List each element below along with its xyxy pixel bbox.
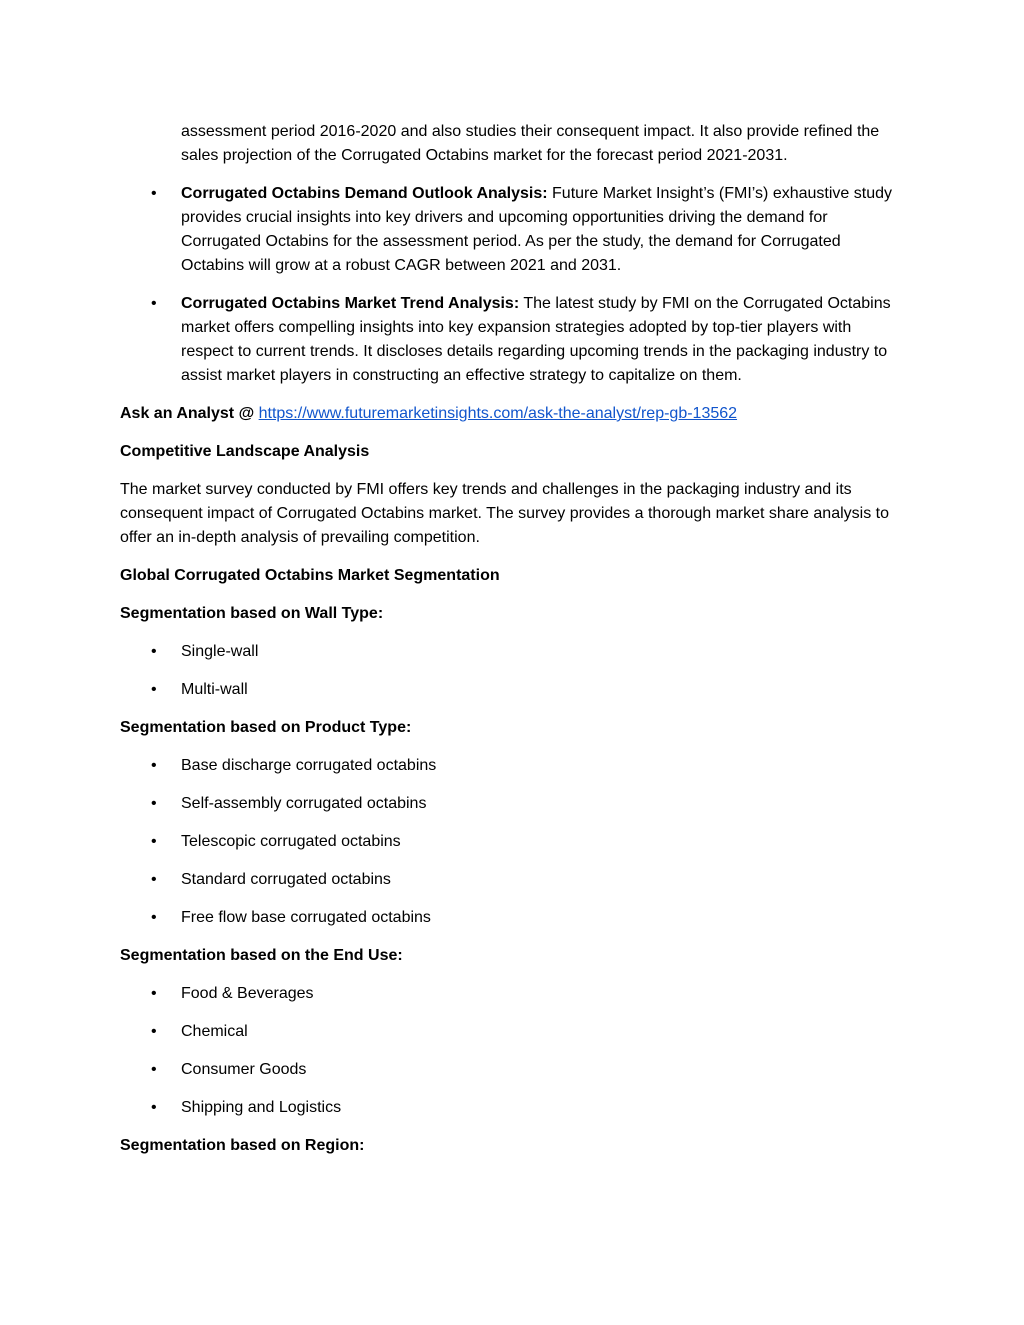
ask-analyst-line	[120, 402, 895, 426]
wall-type-heading: Segmentation based on Wall Type:	[120, 605, 384, 622]
bullet-icon: •	[151, 757, 157, 774]
ask-analyst-link[interactable]: https://www.futuremarketinsights.com/ask-the-analyst/rep-gb-13562	[258, 405, 738, 422]
list-item-text: Self-assembly corrugated octabins	[181, 795, 427, 812]
bullet-icon: •	[151, 1061, 157, 1078]
bullet-icon: •	[151, 185, 157, 202]
bullet-icon: •	[151, 681, 157, 698]
list-item	[120, 754, 895, 778]
bullet-icon: •	[151, 1023, 157, 1040]
bullet-icon: •	[151, 985, 157, 1002]
ask-analyst-label: Ask an Analyst @	[120, 405, 259, 422]
list-item	[120, 792, 895, 816]
competitive-body: The market survey conducted by FMI offers key trends and challenges in the packaging industry and its consequent impact of Corrugated Octabins market. The survey provides a thorough market share analysis to offer an in-depth analysis of prevailing competition.	[120, 481, 889, 546]
list-item	[120, 868, 895, 892]
list-item	[120, 678, 895, 702]
segmentation-heading: Global Corrugated Octabins Market Segmentation	[120, 567, 500, 584]
list-item	[120, 906, 895, 930]
bullet-icon: •	[151, 295, 157, 312]
bullet-icon: •	[151, 1099, 157, 1116]
product-type-heading: Segmentation based on Product Type:	[120, 719, 412, 736]
list-item	[120, 830, 895, 854]
list-item	[120, 1020, 895, 1044]
bullet-icon: •	[151, 795, 157, 812]
list-item	[120, 292, 895, 388]
list-item	[120, 1058, 895, 1082]
bullet-title: Corrugated Octabins Demand Outlook Analysis:	[181, 185, 548, 202]
list-item-text: Standard corrugated octabins	[181, 871, 391, 888]
bullet-icon: •	[151, 909, 157, 926]
list-item-text: Telescopic corrugated octabins	[181, 833, 401, 850]
list-item-text: Shipping and Logistics	[181, 1099, 342, 1116]
bullet-icon: •	[151, 833, 157, 850]
list-item-text: Base discharge corrugated octabins	[181, 757, 437, 774]
list-item	[120, 640, 895, 664]
bullet-text: Future Market Insight’s (FMI’s) exhaustive study provides crucial insights into key drivers and upcoming opportunities driving the demand for Corrugated Octabins for the assessment period. As per the study, the demand for Corrugated Octabins will grow at a robust CAGR between 2021 and 2031.	[181, 185, 892, 274]
competitive-heading: Competitive Landscape Analysis	[120, 443, 370, 460]
list-item-text: Free flow base corrugated octabins	[181, 909, 431, 926]
document-body	[120, 120, 895, 1172]
list-item	[120, 182, 895, 278]
bullet-icon: •	[151, 871, 157, 888]
list-item-text: Single-wall	[181, 643, 259, 660]
bullet-text: The latest study by FMI on the Corrugated Octabins market offers compelling insights into key expansion strategies adopted by top-tier players with respect to current trends. It discloses details regarding upcoming trends in the packaging industry to assist market players in constructing an effective strategy to capitalize on them.	[181, 295, 891, 384]
bullet-title: Corrugated Octabins Market Trend Analysis:	[181, 295, 520, 312]
list-item	[120, 982, 895, 1006]
list-item-text: Chemical	[181, 1023, 248, 1040]
intro-continuation: assessment period 2016-2020 and also studies their consequent impact. It also provide refined the sales projection of the Corrugated Octabins market for the forecast period 2021-2031.	[181, 123, 880, 164]
list-item-text: Multi-wall	[181, 681, 248, 698]
bullet-icon: •	[151, 643, 157, 660]
end-use-heading: Segmentation based on the End Use:	[120, 947, 403, 964]
list-item	[120, 1096, 895, 1120]
region-heading: Segmentation based on Region:	[120, 1137, 365, 1154]
list-item-text: Consumer Goods	[181, 1061, 307, 1078]
list-item-text: Food & Beverages	[181, 985, 314, 1002]
